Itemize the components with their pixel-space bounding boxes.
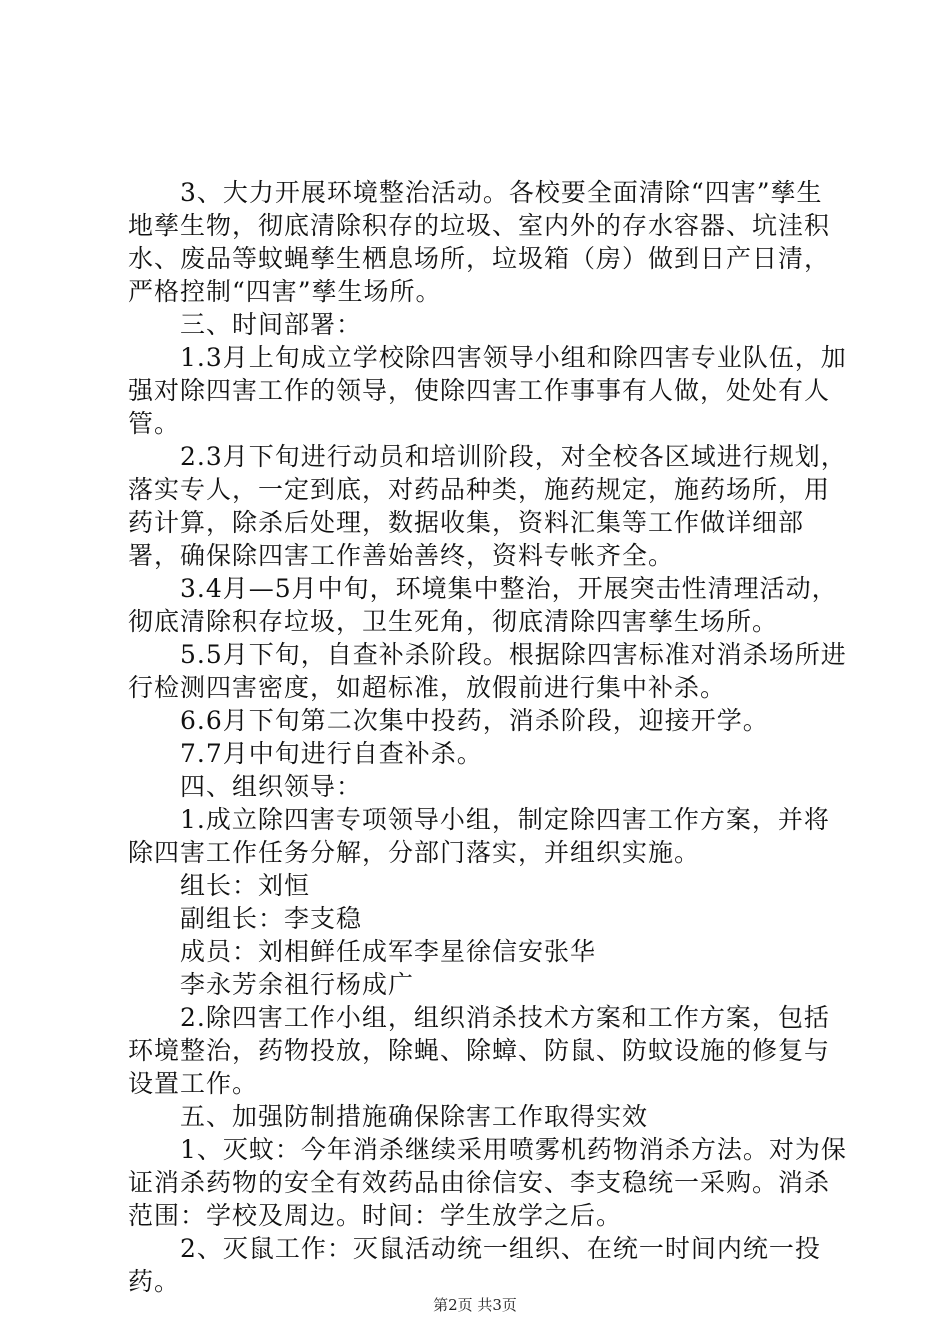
section-heading: 三、时间部署： <box>180 310 363 339</box>
paragraph: 2.3月下旬进行动员和培训阶段，对全校各区域进行规划，落实专人，一定到底，对药品种类，施药规定，施药场所，用药计算，除杀后处理，数据收集，资料汇集等工作做详细部署，确保除四害工作善始善终，资料专帐齐全。 <box>128 442 847 570</box>
paragraph: 7.7月中旬进行自查补杀。 <box>180 739 483 768</box>
team-leader: 组长：刘恒 <box>180 871 311 900</box>
paragraph: 1.3月上旬成立学校除四害领导小组和除四害专业队伍，加强对除四害工作的领导，使除四害工作事事有人做，处处有人管。 <box>128 343 847 438</box>
section-heading: 五、加强防制措施确保除害工作取得实效 <box>180 1102 649 1131</box>
team-members: 成员：刘相鲜任成军李星徐信安张华 <box>180 937 597 966</box>
paragraph: 3、大力开展环境整治活动。各校要全面清除“四害”孳生地孳生物，彻底清除积存的垃圾、室内外的存水容器、坑洼积水、废品等蚊蝇孳生栖息场所，垃圾箱（房）做到日产日清，严格控制“四害”孳生场所。 <box>128 178 831 306</box>
section-heading: 四、组织领导： <box>180 772 363 801</box>
document-body <box>128 176 848 1298</box>
paragraph: 3.4月—5月中旬，环境集中整治，开展突击性清理活动，彻底清除积存垃圾，卫生死角，彻底清除四害孳生场所。 <box>128 574 838 636</box>
team-members-continued: 李永芳余祖行杨成广 <box>180 970 415 999</box>
deputy-leader: 副组长：李支稳 <box>180 904 363 933</box>
paragraph: 5.5月下旬，自查补杀阶段。根据除四害标准对消杀场所进行检测四害密度，如超标准，放假前进行集中补杀。 <box>128 640 847 702</box>
paragraph: 2.除四害工作小组，组织消杀技术方案和工作方案，包括环境整治，药物投放，除蝇、除蟑、防鼠、防蚊设施的修复与设置工作。 <box>128 1003 831 1098</box>
page-footer: 第2页 共3页 <box>433 1296 517 1314</box>
paragraph: 6.6月下旬第二次集中投药，消杀阶段，迎接开学。 <box>180 706 769 735</box>
paragraph: 1.成立除四害专项领导小组，制定除四害工作方案，并将除四害工作任务分解，分部门落实，并组织实施。 <box>128 805 830 867</box>
paragraph: 1、灭蚊：今年消杀继续采用喷雾机药物消杀方法。对为保证消杀药物的安全有效药品由徐信安、李支稳统一采购。消杀范围：学校及周边。时间：学生放学之后。 <box>128 1135 847 1230</box>
paragraph: 2、灭鼠工作：灭鼠活动统一组织、在统一时间内统一投药。 <box>128 1234 821 1296</box>
